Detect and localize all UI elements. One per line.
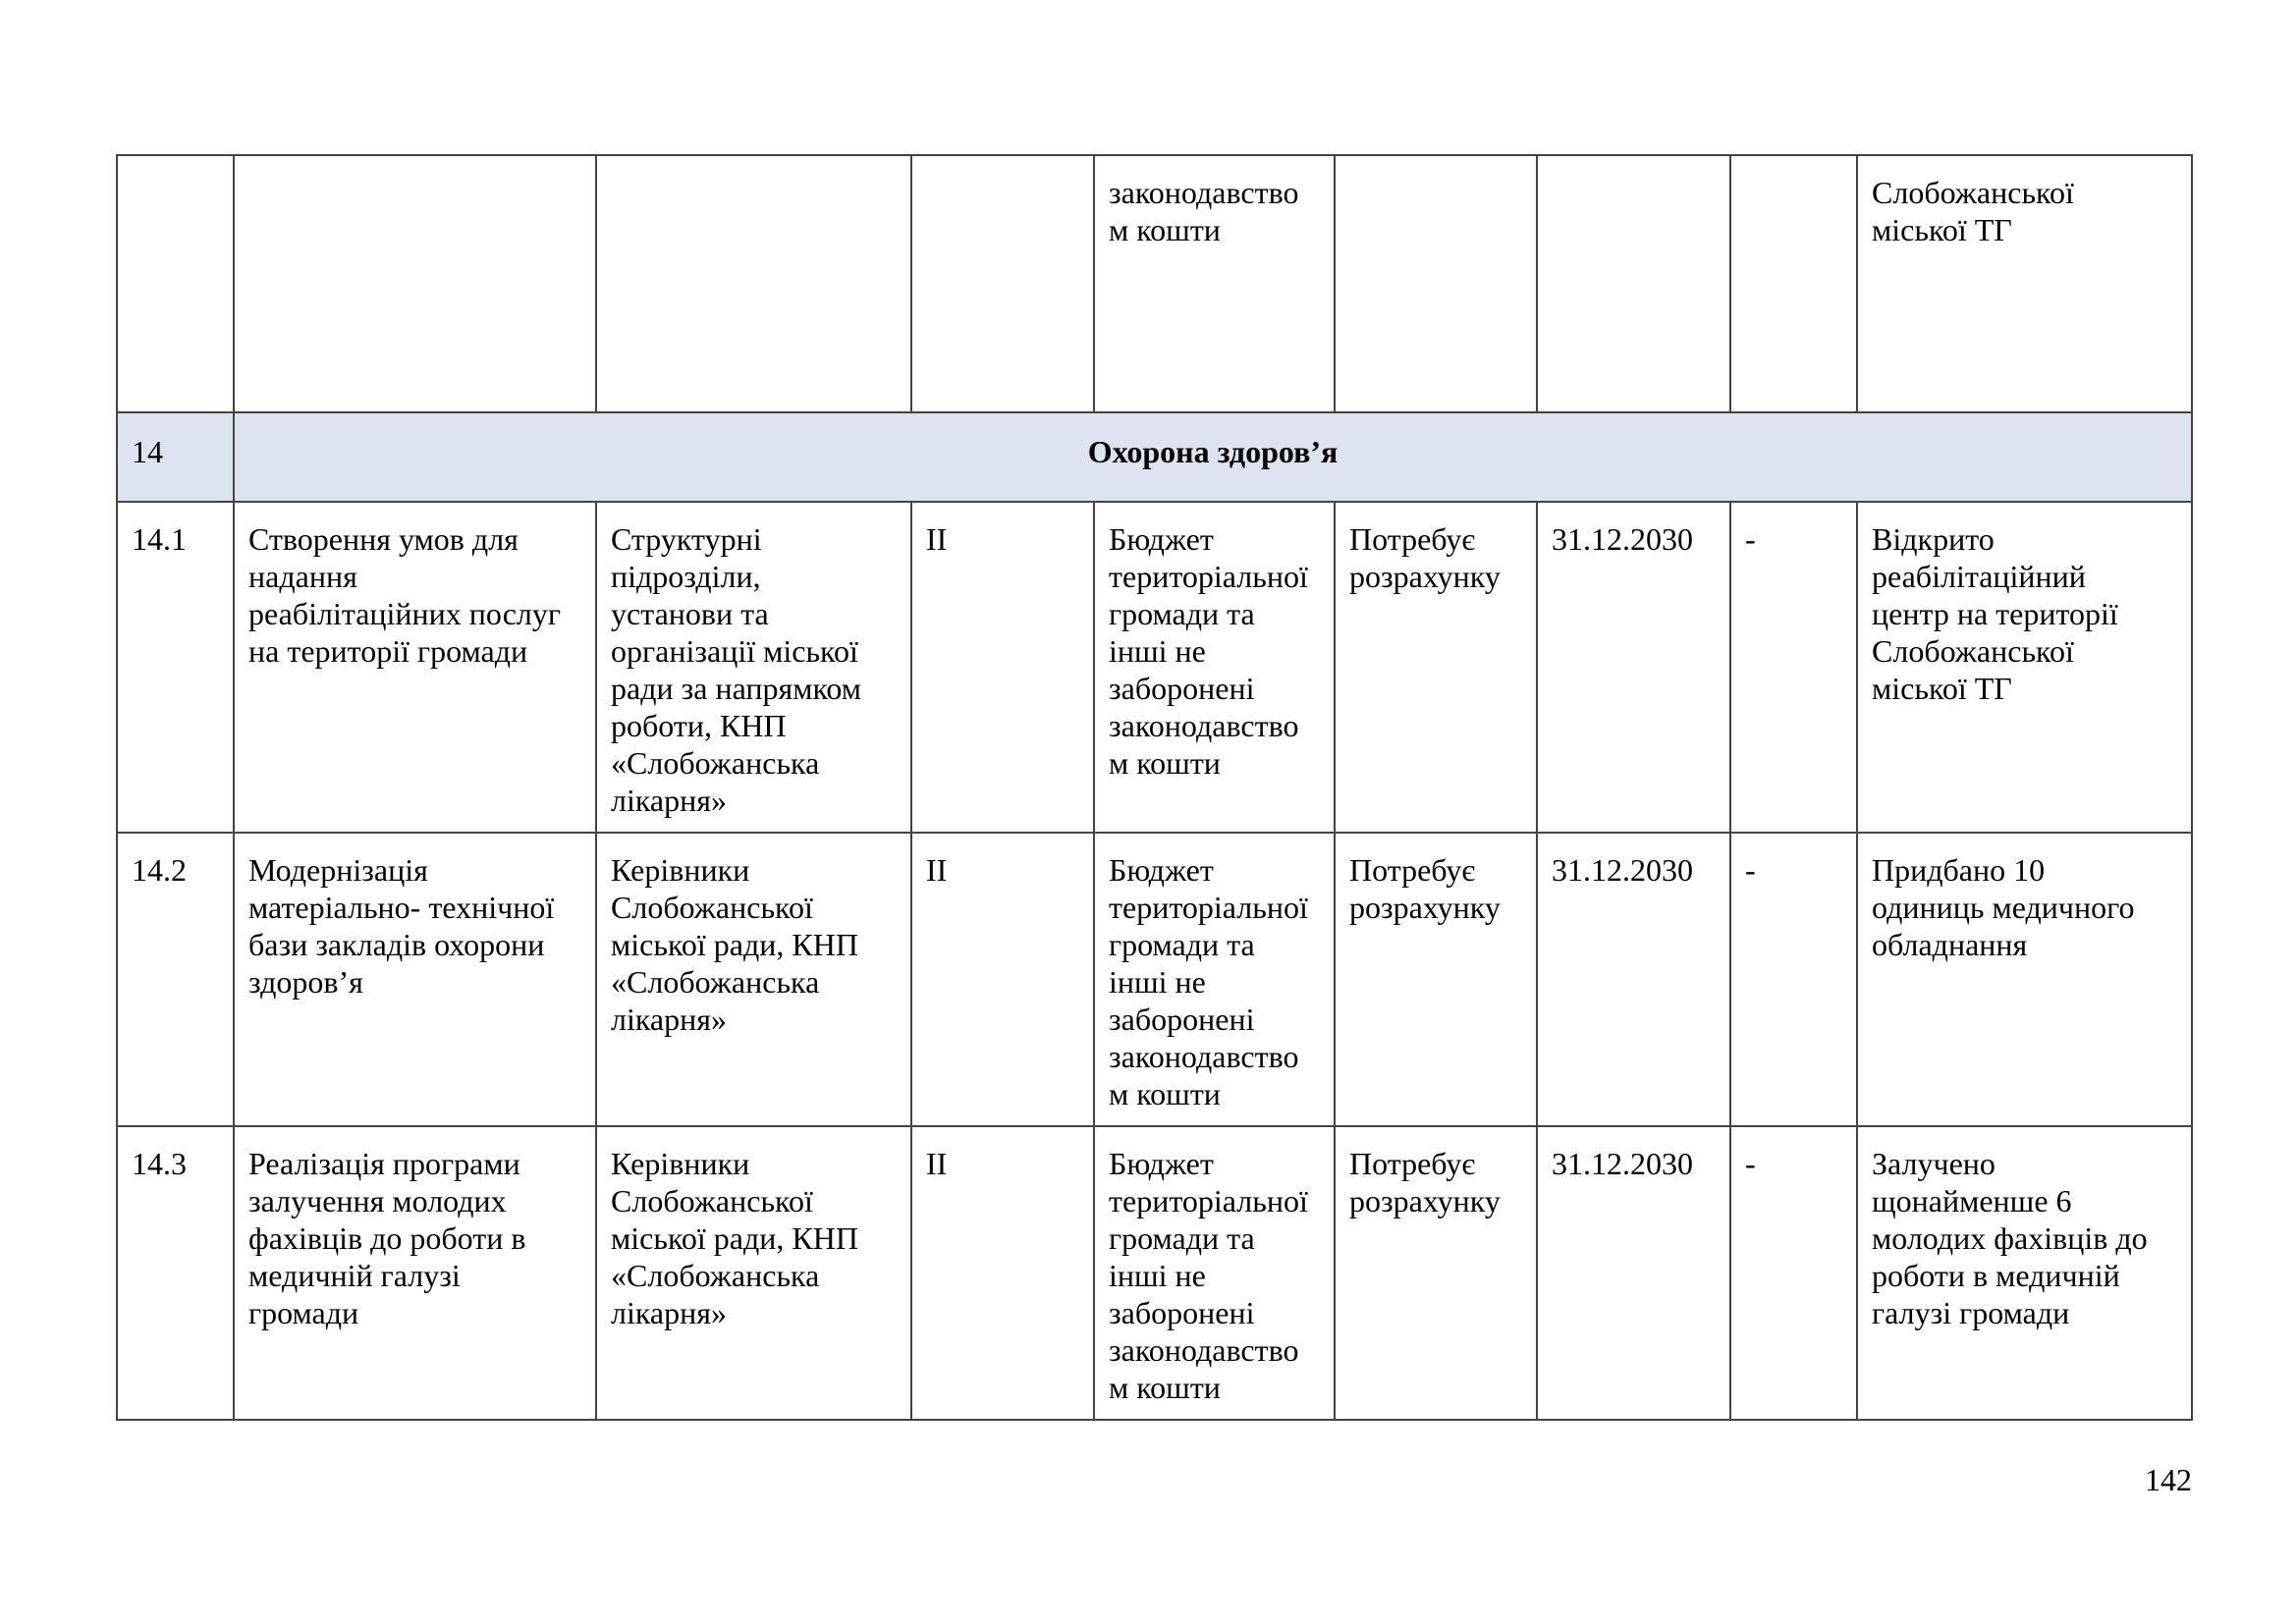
cell-executor	[596, 155, 911, 412]
cell-executor: Керівники Слобожанської міської ради, КНП «Слобожанська лікарня»	[596, 833, 911, 1126]
cell-amount: Потребує розрахунку	[1335, 502, 1537, 833]
cell-amount	[1335, 155, 1537, 412]
cell-number: 14.3	[117, 1126, 234, 1420]
cell-funding: Бюджет територіальної громади та інші не заборонені законодавство м кошти	[1094, 833, 1335, 1126]
cell-number	[117, 155, 234, 412]
table-row	[117, 1126, 2192, 1420]
cell-task: Модернізація матеріально- технічної бази закладів охорони здоров’я	[234, 833, 596, 1126]
cell-extra	[1730, 155, 1857, 412]
table-row-continued	[117, 155, 2192, 412]
section-row	[117, 412, 2192, 502]
cell-number: 14.1	[117, 502, 234, 833]
cell-funding: законодавство м кошти	[1094, 155, 1335, 412]
cell-extra: -	[1730, 502, 1857, 833]
page-number: 142	[2145, 1462, 2192, 1497]
table-row	[117, 502, 2192, 833]
cell-deadline: 31.12.2030	[1537, 833, 1730, 1126]
cell-task: Реалізація програми залучення молодих фахівців до роботи в медичній галузі громади	[234, 1126, 596, 1420]
section-title: Охорона здоров’я	[234, 412, 2192, 502]
cell-task	[234, 155, 596, 412]
cell-executor: Керівники Слобожанської міської ради, КНП «Слобожанська лікарня»	[596, 1126, 911, 1420]
cell-deadline	[1537, 155, 1730, 412]
cell-number: 14.2	[117, 833, 234, 1126]
cell-deadline: 31.12.2030	[1537, 1126, 1730, 1420]
cell-result: Придбано 10 одиниць медичного обладнання	[1857, 833, 2192, 1126]
table-row	[117, 833, 2192, 1126]
cell-result: Залучено щонайменше 6 молодих фахівців до роботи в медичній галузі громади	[1857, 1126, 2192, 1420]
section-number: 14	[117, 412, 234, 502]
cell-amount: Потребує розрахунку	[1335, 833, 1537, 1126]
cell-extra: -	[1730, 1126, 1857, 1420]
cell-priority: ІІ	[911, 502, 1094, 833]
cell-extra: -	[1730, 833, 1857, 1126]
cell-funding: Бюджет територіальної громади та інші не заборонені законодавство м кошти	[1094, 1126, 1335, 1420]
cell-funding: Бюджет територіальної громади та інші не заборонені законодавство м кошти	[1094, 502, 1335, 833]
cell-task: Створення умов для надання реабілітаційних послуг на території громади	[234, 502, 596, 833]
cell-priority: ІІ	[911, 833, 1094, 1126]
cell-priority	[911, 155, 1094, 412]
cell-amount: Потребує розрахунку	[1335, 1126, 1537, 1420]
cell-executor: Структурні підрозділи, установи та організації міської ради за напрямком роботи, КНП «Слобожанська лікарня»	[596, 502, 911, 833]
cell-priority: ІІ	[911, 1126, 1094, 1420]
action-plan-table	[116, 154, 2193, 1421]
cell-deadline: 31.12.2030	[1537, 502, 1730, 833]
cell-result: Відкрито реабілітаційний центр на території Слобожанської міської ТГ	[1857, 502, 2192, 833]
cell-result: Слобожанської міської ТГ	[1857, 155, 2192, 412]
